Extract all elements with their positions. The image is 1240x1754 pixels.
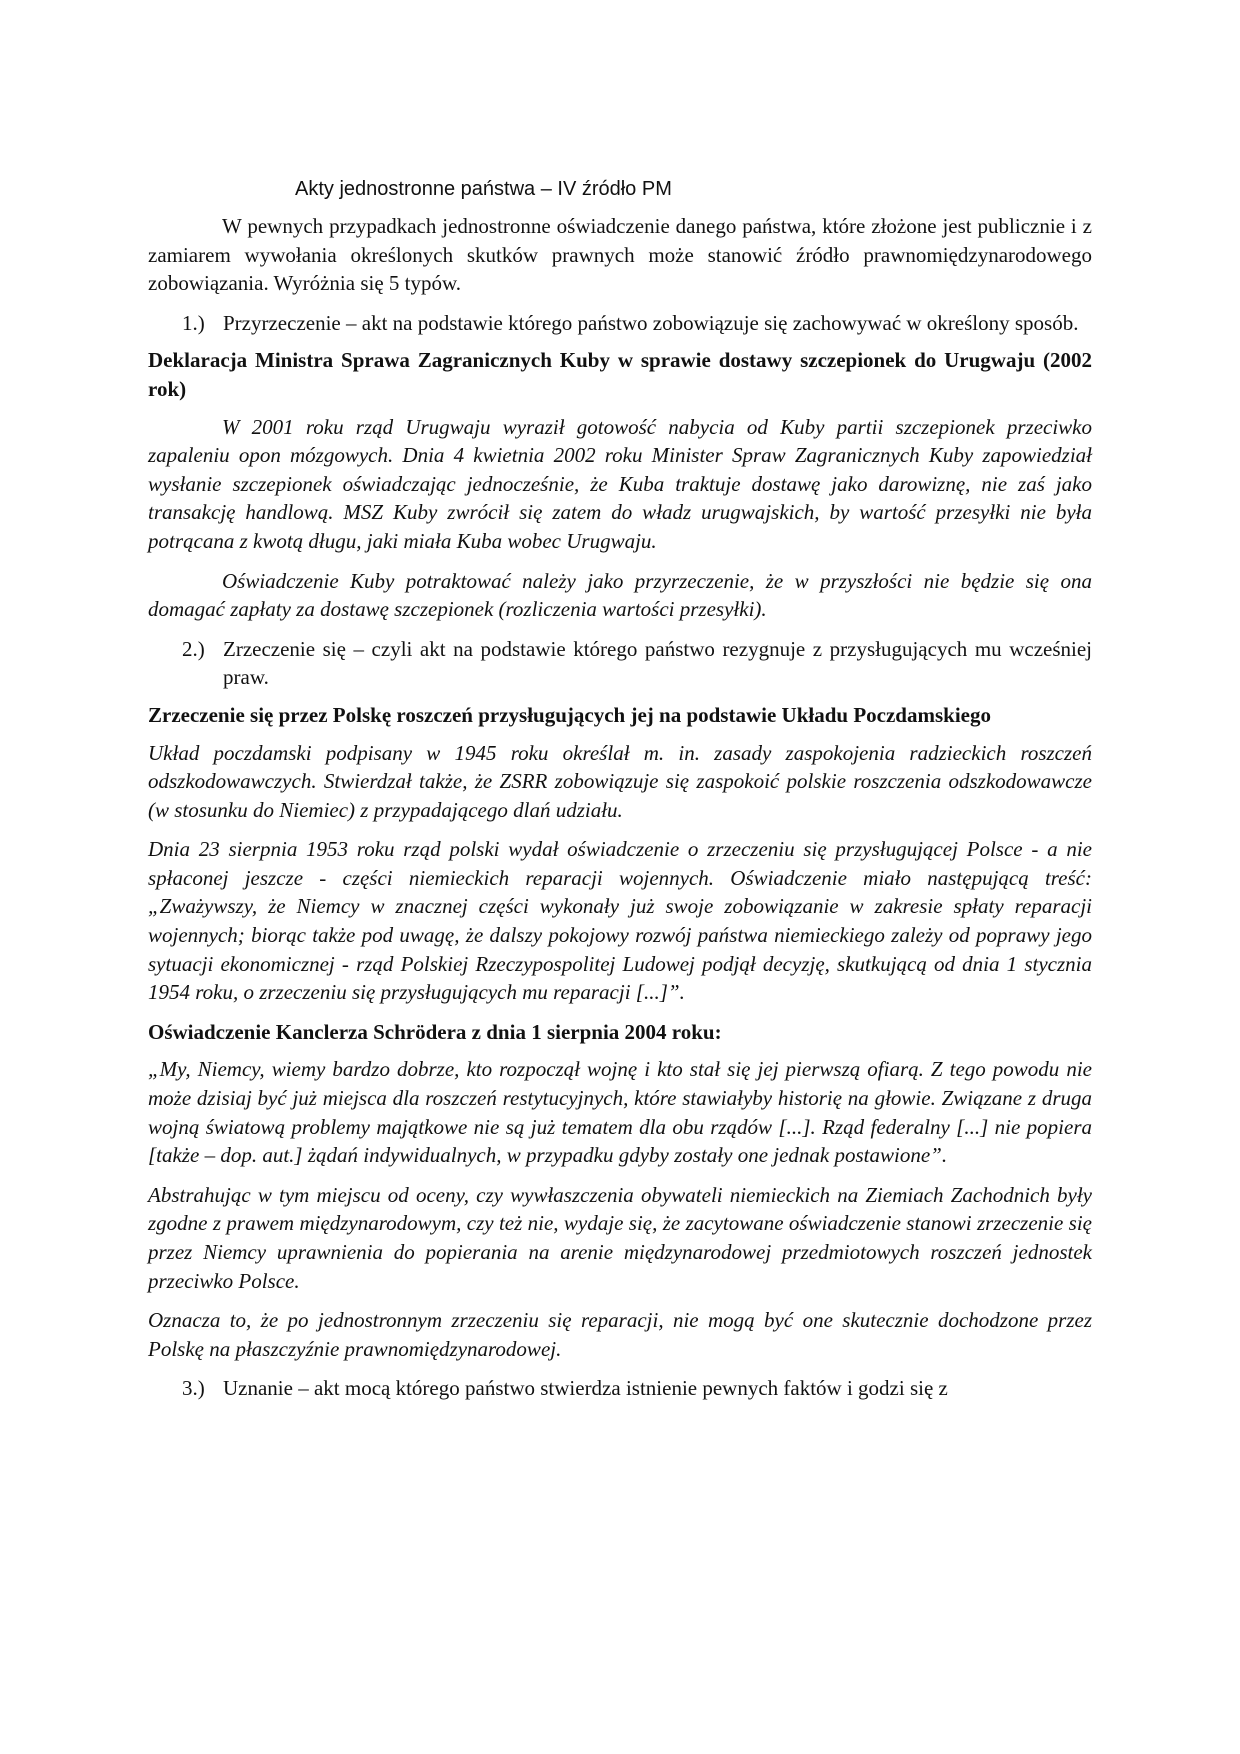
- type-list-item-2: [148, 635, 1092, 692]
- list-item-text: Uznanie – akt mocą którego państwo stwierdza istnienie pewnych faktów i godzi się z: [223, 1376, 948, 1401]
- section-heading-potsdam: Zrzeczenie się przez Polskę roszczeń przysługujących jej na podstawie Układu Poczdamskiego: [148, 702, 991, 727]
- list-item-number: 1.): [182, 310, 205, 335]
- cuba-paragraph-2: Oświadczenie Kuby potraktować należy jako przyrzeczenie, że w przyszłości nie będzie się ona domagać zapłaty za dostawę szczepionek (rozliczenia wartości przesyłki).: [148, 568, 1092, 622]
- intro-paragraph: W pewnych przypadkach jednostronne oświadczenie danego państwa, które złożone jest publicznie i z zamiarem wywołania określonych skutków prawnych może stanowić źródło prawnomiędzynarodowego zobowiązania. Wyróżnia się 5 typów.: [148, 214, 1092, 296]
- cuba-paragraph-1: W 2001 roku rząd Urugwaju wyraził gotowość nabycia od Kuby partii szczepionek przeciwko zapaleniu opon mózgowych. Dnia 4 kwietnia 2002 roku Minister Spraw Zagranicznych Kuby zapowiedział wysłanie szczepionek oświadczając jednocześnie, że Kuba traktuje dostawę jako darowiznę, nie zaś jako transakcję handlową. MSZ Kuby zwrócił się zatem do władz urugwajskich, by wartość przesyłki nie była potrącana z kwotą długu, jaki miała Kuba wobec Urugwaju.: [148, 414, 1092, 553]
- list-item: [148, 635, 1092, 692]
- section-heading-schroder: Oświadczenie Kanclerza Schrödera z dnia 1 sierpnia 2004 roku:: [148, 1019, 722, 1044]
- list-item-text: Przyrzeczenie – akt na podstawie którego państwo zobowiązuje się zachowywać w określony sposób.: [223, 310, 1079, 335]
- document-title: Akty jednostronne państwa – IV źródło PM: [295, 178, 672, 200]
- potsdam-paragraph-2: Dnia 23 sierpnia 1953 roku rząd polski wydał oświadczenie o zrzeczeniu się przysługującej Polsce - a nie spłaconej jeszcze - części niemieckich reparacji wojennych. Oświadczenie miało następującą treść: „Zważywszy, że Niemcy w znacznej części wykonały już swoje zobowiązanie w zakresie spłaty reparacji wojennych; biorąc także pod uwagę, że dalszy pokojowy rozwój państwa niemieckiego zależy od poprawy jego sytuacji ekonomicznej - rząd Polskiej Rzeczypospolitej Ludowej podjął decyzję, skutkującą od dnia 1 stycznia 1954 roku, o zrzeczeniu się przysługujących mu reparacji [...]”.: [148, 837, 1092, 1005]
- potsdam-paragraph-1: Układ poczdamski podpisany w 1945 roku określał m. in. zasady zaspokojenia radzieckich roszczeń odszkodowawczych. Stwierdzał także, że ZSRR zobowiązuje się zaspokoić polskie roszczenia odszkodowawcze (w stosunku do Niemiec) z przypadającego dlań udziału.: [148, 740, 1092, 822]
- schroder-paragraph-2: Abstrahując w tym miejscu od oceny, czy wywłaszczenia obywateli niemieckich na Ziemiach Zachodnich były zgodne z prawem międzynarodowym, czy też nie, wydaje się, że zacytowane oświadczenie stanowi zrzeczenie się przez Niemcy uprawnienia do popierania na arenie międzynarodowej przedmiotowych roszczeń jednostek przeciwko Polsce.: [148, 1182, 1092, 1293]
- list-item: [148, 309, 1092, 338]
- type-list-item-1: [148, 309, 1092, 338]
- list-item-text: Zrzeczenie się – czyli akt na podstawie którego państwo rezygnuje z przysługujących mu wcześniej praw.: [223, 636, 1092, 690]
- schroder-quote: „My, Niemcy, wiemy bardzo dobrze, kto rozpoczął wojnę i kto stał się jej pierwszą ofiarą. Z tego powodu nie może dzisiaj być już miejsca dla roszczeń restytucyjnych, które stawiałyby historię na głowie. Związane z druga wojną światową problemy majątkowe nie są już tematem dla obu rządów [...]. Rząd federalny [...] nie popiera [także – dop. aut.] żądań indywidualnych, w przypadku gdyby zostały one jednak postawione”.: [148, 1057, 1092, 1168]
- schroder-paragraph-3: Oznacza to, że po jednostronnym zrzeczeniu się reparacji, nie mogą być one skutecznie dochodzone przez Polskę na płaszczyźnie prawnomiędzynarodowej.: [148, 1308, 1092, 1361]
- list-item-number: 2.): [182, 636, 205, 661]
- list-item-number: 3.): [182, 1376, 205, 1401]
- list-item: [148, 1374, 1092, 1403]
- section-heading-cuba: Deklaracja Ministra Sprawa Zagranicznych Kuby w sprawie dostawy szczepionek do Urugwaju (2002 rok): [148, 348, 1092, 401]
- type-list-item-3: [148, 1374, 1092, 1403]
- document-page: [148, 176, 1092, 1412]
